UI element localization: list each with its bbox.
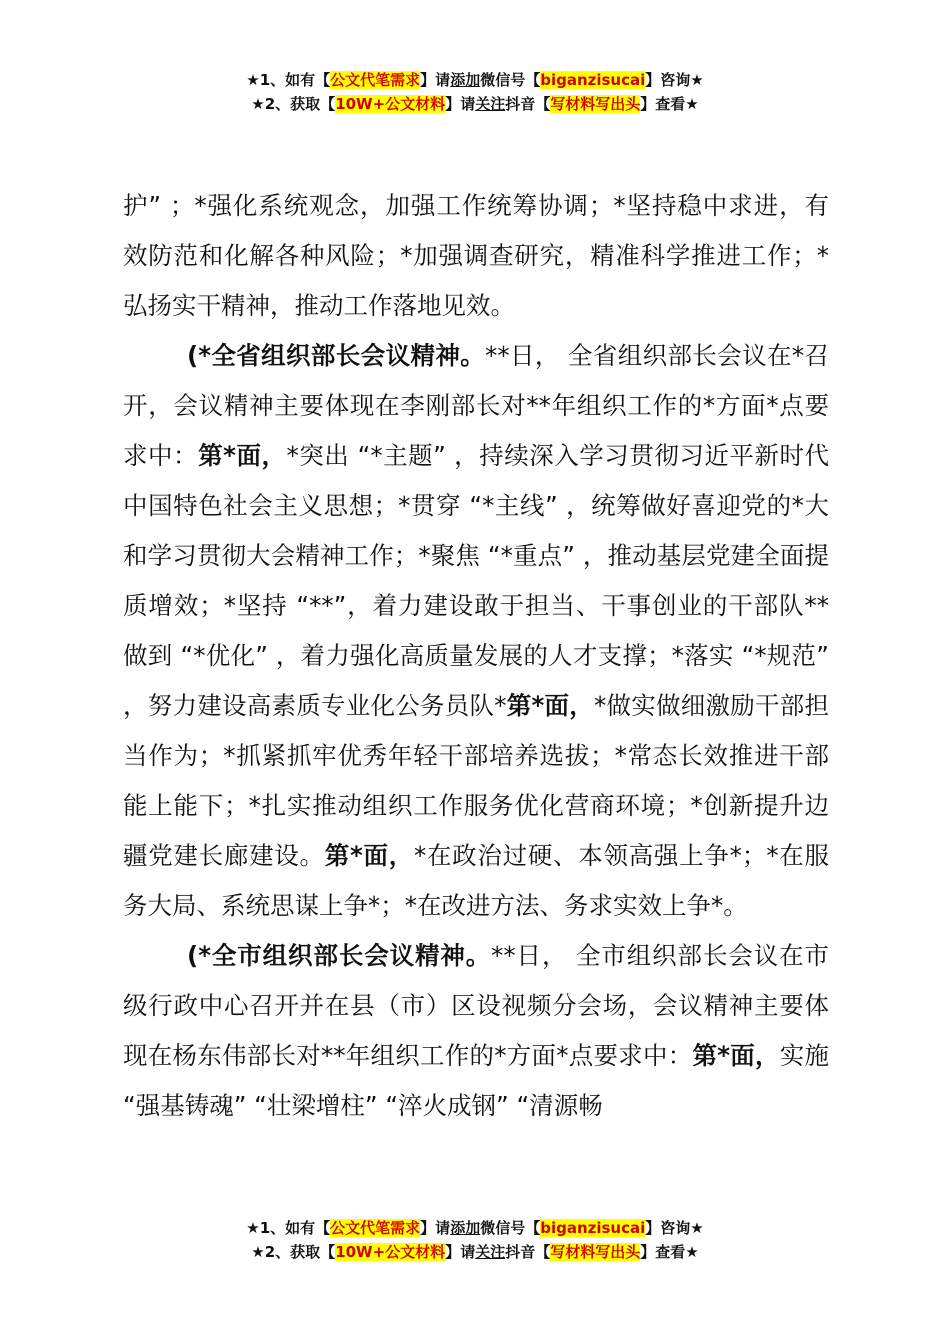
highlight-text: 写材料写出头 [550,95,641,113]
highlight-text: 公文代笔需求 [330,1219,421,1237]
banner-line-2: ★2、获取【10W+公文材料】请关注抖音【写材料写出头】查看★ [251,1243,699,1261]
highlight-text: biganzisucai [540,1219,646,1237]
header-banner [0,68,950,116]
document-body [123,181,829,1131]
banner-line-1: ★1、如有【公文代笔需求】请添加微信号【biganzisucai】咨询★ [246,71,704,89]
section-heading: (*全市组织部长会议精神。 [187,941,492,970]
banner-line-1: ★1、如有【公文代笔需求】请添加微信号【biganzisucai】咨询★ [246,1219,704,1237]
banner-line-2: ★2、获取【10W+公文材料】请关注抖音【写材料写出头】查看★ [251,95,699,113]
highlight-text: 10W+公文材料 [335,1243,446,1261]
highlight-text: 10W+公文材料 [335,95,446,113]
highlight-text: 公文代笔需求 [330,71,421,89]
highlight-text: biganzisucai [540,71,646,89]
paragraph-3: (*全市组织部长会议精神。**日， 全市组织部长会议在市级行政中心召开并在县（市）区设视频分会场，会议精神主要体现在杨东伟部长对**年组织工作的*方面*点要求中：第*面，实施 “强基铸魂” “壮梁增柱” “淬火成钢” “清源畅 [123,941,830,1120]
paragraph-1: 护” ；*强化系统观念，加强工作统筹协调；*坚持稳中求进，有效防范和化解各种风险；*加强调查研究，精准科学推进工作；*弘扬实干精神，推动工作落地见效。 [123,191,829,320]
highlight-text: 写材料写出头 [550,1243,641,1261]
paragraph-2: (*全省组织部长会议精神。**日， 全省组织部长会议在*召开，会议精神主要体现在李刚部长对**年组织工作的*方面*点要求中：第*面，*突出 “*主题” ，持续深入学习贯彻习近平新时代中国特色社会主义思想；*贯穿 “*主线” ，统筹做好喜迎党的*大和学习贯彻大会精神工作；*聚焦 “*重点” ，推动基层党建全面提质增效；*坚持 “**”，着力建设敢于担当、干事创业的干部队**做到 “*优化” ，着力强化高质量发展的人才支撑；*落实 “*规范” ，努力建设高素质专业化公务员队*第*面，*做实做细激励干部担当作为；*抓紧抓牢优秀年轻干部培养选拔；*常态长效推进干部能上能下；*扎实推动组织工作服务优化营商环境；*创新提升边疆党建长廊建设。第*面，*在政治过硬、本领高强上争*；*在服务大局、系统思谋上争*；*在改进方法、务求实效上争*。 [123,341,830,920]
section-heading: (*全省组织部长会议精神。 [187,341,486,370]
footer-banner [0,1216,950,1264]
